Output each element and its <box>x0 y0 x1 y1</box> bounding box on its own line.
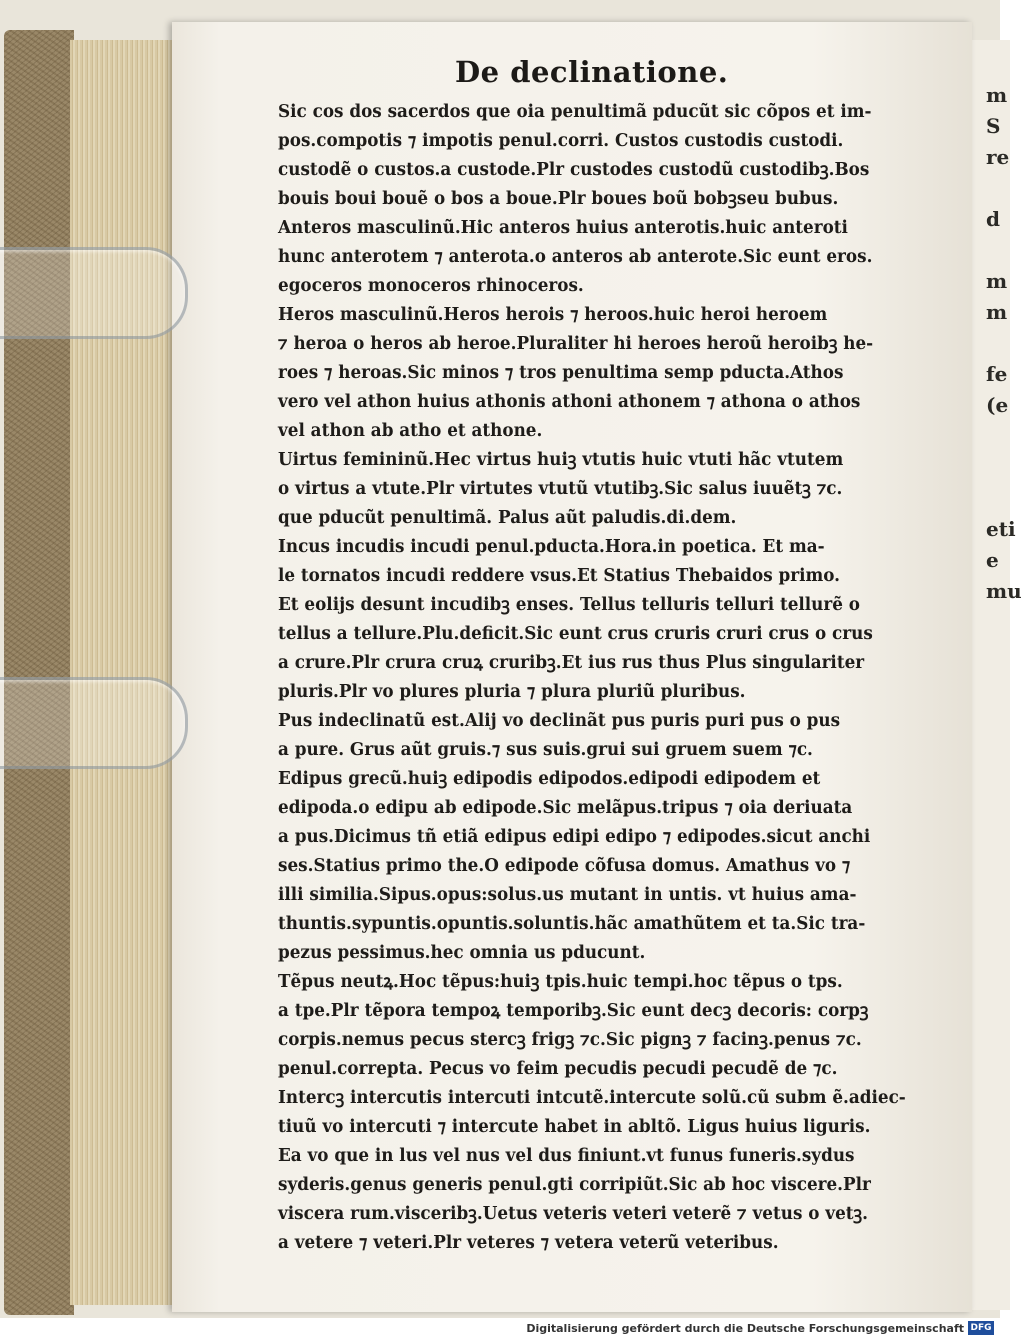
fragment <box>986 235 1006 266</box>
page-clip-top <box>0 247 188 339</box>
text-line: Intercꝫ intercutis intercuti intcutẽ.intercute solũ.cũ subm ẽ.adiec- <box>278 1088 906 1108</box>
fragment <box>986 328 1006 359</box>
page-heading: De declinatione. <box>455 55 729 89</box>
fragment: d <box>986 207 1000 231</box>
fragment <box>986 483 1006 514</box>
fragment: re <box>986 145 1010 169</box>
text-line: Ea vo que in lus vel nus vel dus finiunt.vt funus funeris.sydus <box>278 1146 855 1166</box>
text-line: Incus incudis incudi penul.pducta.Hora.in poetica. Et ma- <box>278 537 825 557</box>
text-line: viscera rum.visceribꝫ.Uetus veteris veteri veterẽ ⁊ vetus o vetꝫ. <box>278 1204 868 1224</box>
text-line: Uirtus femininũ.Hec virtus huiꝫ vtutis huic vtuti hãc vtutem <box>278 450 844 470</box>
text-line: illi similia.Sipus.opus:solus.us mutant in untis. vt huius ama- <box>278 885 857 905</box>
facing-page-text-fragments <box>986 80 1022 607</box>
text-line: ses.Statius primo the.O edipode cõfusa domus. Amathus vo ⁊ <box>278 856 851 876</box>
text-line: corpis.nemus pecus stercꝫ frigꝫ ⁊c.Sic pignꝫ ⁊ facinꝫ.penus ⁊c. <box>278 1030 862 1050</box>
text-line: syderis.genus generis penul.gti corripiũt.Sic ab hoc viscere.Plr <box>278 1175 871 1195</box>
fragment: fe <box>986 362 1008 386</box>
fragment: S <box>986 114 1001 138</box>
text-line: pos.compotis ⁊ impotis penul.corri. Custos custodis custodi. <box>278 131 844 151</box>
text-line: pluris.Plr vo plures pluria ⁊ plura pluriũ pluribus. <box>278 682 746 702</box>
text-line: egoceros monoceros rhinoceros. <box>278 276 584 296</box>
text-line: o virtus a vtute.Plr virtutes vtutũ vtutibꝫ.Sic salus iuuẽtꝫ ⁊c. <box>278 479 843 499</box>
text-line: Heros masculinũ.Heros herois ⁊ heroos.huic heroi heroem <box>278 305 828 325</box>
footer-bar <box>0 1318 1000 1341</box>
text-line: penul.correpta. Pecus vo feim pecudis pecudi pecudẽ de ⁊c. <box>278 1059 838 1079</box>
text-line: Anteros masculinũ.Hic anteros huius anterotis.huic anteroti <box>278 218 848 238</box>
fragment: eti <box>986 517 1016 541</box>
fragment: m <box>986 83 1008 107</box>
fragment <box>986 421 1006 452</box>
text-line: Pus indeclinatũ est.Alij vo declinãt pus puris puri pus o pus <box>278 711 841 731</box>
text-line: a crure.Plr crura cruꝝ cruribꝫ.Et ius rus thus Plus singulariter <box>278 653 865 673</box>
text-line: ⁊ heroa o heros ab heroe.Pluraliter hi heroes heroũ heroibꝫ he- <box>278 334 874 354</box>
fragment: m <box>986 269 1008 293</box>
text-line: roes ⁊ heroas.Sic minos ⁊ tros penultima semp pducta.Athos <box>278 363 844 383</box>
text-line: tiuũ vo intercuti ⁊ intercute habet in abltõ. Ligus huius liguris. <box>278 1117 871 1137</box>
text-line: thuntis.sypuntis.opuntis.soluntis.hãc amathũtem et ta.Sic tra- <box>278 914 866 934</box>
dfg-logo: DFG <box>968 1321 994 1335</box>
book-cover-edge <box>4 30 74 1315</box>
text-line: Tẽpus neutꝝ.Hoc tẽpus:huiꝫ tpis.huic tempi.hoc tẽpus o tps. <box>278 972 843 992</box>
text-line: pezus pessimus.hec omnia us pducunt. <box>278 943 646 963</box>
text-line: a vetere ⁊ veteri.Plr veteres ⁊ vetera veterũ veteribus. <box>278 1233 779 1253</box>
text-line: le tornatos incudi reddere vsus.Et Statius Thebaidos primo. <box>278 566 841 586</box>
text-line: custodẽ o custos.a custode.Plr custodes custodũ custodibꝫ.Bos <box>278 160 870 180</box>
text-line: que pducũt penultimã. Palus aũt paludis.di.dem. <box>278 508 737 528</box>
text-line: a pure. Grus aũt gruis.⁊ sus suis.grui sui gruem suem ⁊c. <box>278 740 813 760</box>
text-line: vero vel athon huius athonis athoni athonem ⁊ athona o athos <box>278 392 861 412</box>
fragment <box>986 173 1006 204</box>
fragment: (e <box>986 393 1009 417</box>
text-line: a pus.Dicimus tñ etiã edipus edipi edipo ⁊ edipodes.sicut anchi <box>278 827 871 847</box>
page-edges <box>70 40 175 1305</box>
text-line: Sic cos dos sacerdos que oia penultimã pducũt sic cõpos et im- <box>278 102 872 122</box>
text-line: hunc anterotem ⁊ anterota.o anteros ab anterote.Sic eunt eros. <box>278 247 873 267</box>
text-line: Edipus grecũ.huiꝫ edipodis edipodos.edipodi edipodem et <box>278 769 821 789</box>
text-line: a tpe.Plr tẽpora tempoꝝ temporibꝫ.Sic eunt decꝫ decoris: corpꝫ <box>278 1001 869 1021</box>
page-clip-bottom <box>0 677 188 769</box>
text-line: tellus a tellure.Plu.deficit.Sic eunt crus cruris cruri crus o crus <box>278 624 873 644</box>
fragment: e <box>986 548 999 572</box>
text-line: edipoda.o edipu ab edipode.Sic melãpus.tripus ⁊ oia deriuata <box>278 798 853 818</box>
funding-credit: Digitalisierung gefördert durch die Deutsche Forschungsgemeinschaft <box>526 1322 964 1335</box>
text-line: vel athon ab atho et athone. <box>278 421 543 441</box>
fragment: mu <box>986 579 1022 603</box>
fragment <box>986 452 1006 483</box>
fragment: m <box>986 300 1008 324</box>
text-line: Et eolijs desunt incudibꝫ enses. Tellus telluris telluri tellurẽ o <box>278 595 860 615</box>
text-line: bouis boui bouẽ o bos a boue.Plr boues boũ bobꝫseu bubus. <box>278 189 839 209</box>
page-text <box>278 98 933 1258</box>
